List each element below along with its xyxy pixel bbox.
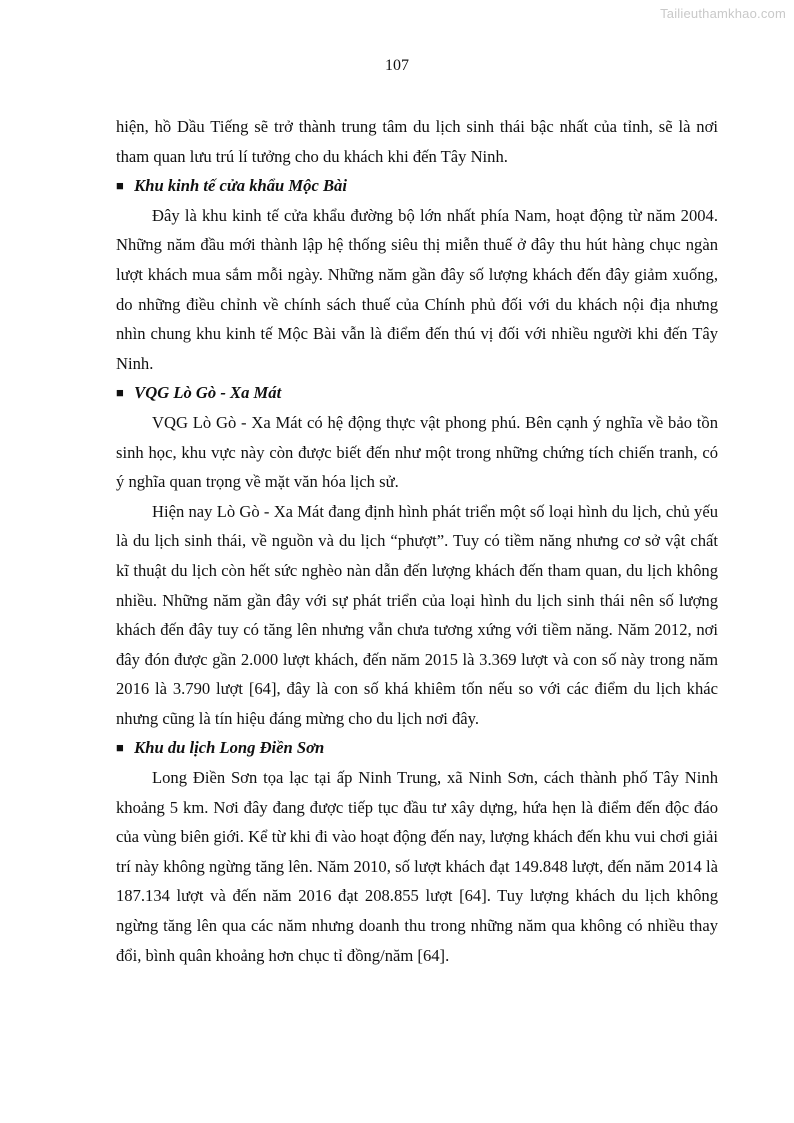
document-body (116, 112, 718, 970)
section-heading-text: Khu kinh tế cửa khẩu Mộc Bài (134, 176, 347, 196)
square-bullet-icon: ■ (116, 178, 124, 194)
section-heading-long-dien-son (116, 733, 718, 763)
paragraph-lo-go-xa-mat-2: Hiện nay Lò Gò - Xa Mát đang định hình phát triển một số loại hình du lịch, chủ yếu là du lịch sinh thái, về nguồn và du lịch “phượt”. Tuy có tiềm năng nhưng cơ sở vật chất kĩ thuật du lịch còn hết sức nghèo nàn dẫn đến lượng khách đến tham quan, du lịch không nhiều. Những năm gần đây với sự phát triển của loại hình du lịch sinh thái nên số lượng khách đến đây tuy có tăng lên nhưng vẫn chưa tương xứng với tiềm năng. Năm 2012, nơi đây đón được gần 2.000 lượt khách, đến năm 2015 là 3.369 lượt và con số này trong năm 2016 là 3.790 lượt [64], đây là con số khá khiêm tốn nếu so với các điểm du lịch khác nhưng cũng là tín hiệu đáng mừng cho du lịch nơi đây. (116, 501, 718, 728)
page-number: 107 (385, 57, 409, 74)
section-heading-moc-bai (116, 171, 718, 201)
section-heading-lo-go-xa-mat (116, 378, 718, 408)
section-heading-text: VQG Lò Gò - Xa Mát (134, 383, 282, 403)
paragraph-intro-continuation: hiện, hồ Dầu Tiếng sẽ trở thành trung tâm du lịch sinh thái bậc nhất của tỉnh, sẽ là nơi tham quan lưu trú lí tưởng cho du khách khi đến Tây Ninh. (116, 117, 718, 166)
paragraph-moc-bai: Đây là khu kinh tế cửa khẩu đường bộ lớn nhất phía Nam, hoạt động từ năm 2004. Những năm đầu mới thành lập hệ thống siêu thị miễn thuế ở đây thu hút hàng chục ngàn lượt khách mua sắm mỗi ngày. Những năm gần đây số lượng khách đến đây giảm xuống, do những điều chỉnh về chính sách thuế của Chính phủ đối với du khách nội địa nhưng nhìn chung khu kinh tế Mộc Bài vẫn là điểm đến thú vị đối với nhiều người khi đến Tây Ninh. (116, 205, 718, 373)
watermark-text: Tailieuthamkhao.com (660, 6, 786, 21)
square-bullet-icon: ■ (116, 385, 124, 401)
square-bullet-icon: ■ (116, 740, 124, 756)
paragraph-long-dien-son: Long Điền Sơn tọa lạc tại ấp Ninh Trung, xã Ninh Sơn, cách thành phố Tây Ninh khoảng 5 km. Nơi đây đang được tiếp tục đầu tư xây dựng, hứa hẹn là điểm đến độc đáo của vùng biên giới. Kể từ khi đi vào hoạt động đến nay, lượng khách đến khu vui chơi giải trí này không ngừng tăng lên. Năm 2010, số lượt khách đạt 149.848 lượt, đến năm 2014 là 187.134 lượt và đến năm 2016 đạt 208.855 lượt [64]. Tuy lượng khách du lịch không ngừng tăng lên qua các năm nhưng doanh thu trong những năm qua không có nhiều thay đổi, bình quân khoảng hơn chục tỉ đồng/năm [64]. (116, 768, 718, 965)
paragraph-lo-go-xa-mat-1: VQG Lò Gò - Xa Mát có hệ động thực vật phong phú. Bên cạnh ý nghĩa về bảo tồn sinh học, khu vực này còn được biết đến như một trong những chứng tích chiến tranh, có ý nghĩa quan trọng về mặt văn hóa lịch sử. (116, 412, 718, 492)
section-heading-text: Khu du lịch Long Điền Sơn (134, 738, 325, 758)
